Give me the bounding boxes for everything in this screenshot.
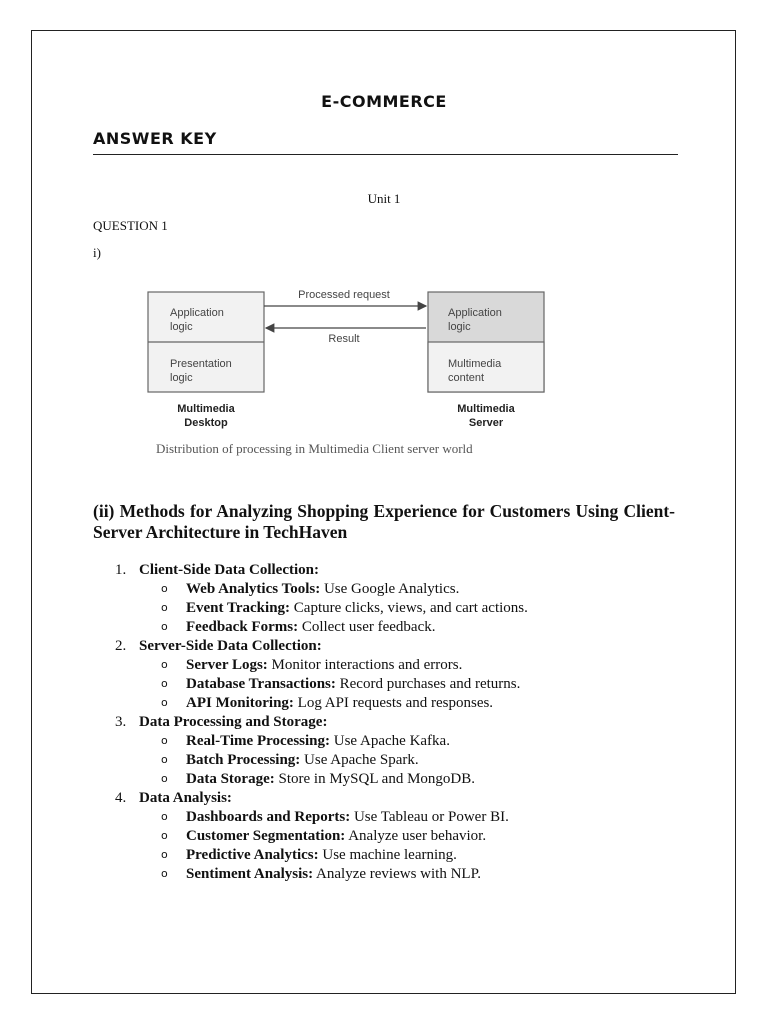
subitem-text: Record purchases and returns. [335, 676, 521, 692]
heading-divider [93, 154, 678, 155]
circle-bullet-icon: o [161, 772, 168, 785]
method-subitem [93, 865, 693, 884]
subitem-label: Batch Processing: [186, 752, 301, 768]
result-label: Result [328, 333, 360, 345]
subitem-text: Analyze user behavior. [345, 828, 487, 844]
circle-bullet-icon: o [161, 658, 168, 671]
subitem-text: Log API requests and responses. [293, 695, 494, 711]
circle-bullet-icon: o [161, 867, 168, 880]
processed-request-label: Processed request [298, 289, 390, 301]
method-label: Client-Side Data Collection: [139, 562, 319, 578]
subitem-label: Real-Time Processing: [186, 733, 331, 749]
multimedia-content-line2: content [448, 372, 485, 384]
subitem-label: Server Logs: [186, 657, 268, 673]
subitem-text: Analyze reviews with NLP. [313, 866, 481, 882]
method-item [93, 789, 693, 808]
subitem-label: Customer Segmentation: [186, 828, 346, 844]
subitem-text: Capture clicks, views, and cart actions. [290, 600, 528, 616]
subitem-text: Use Tableau or Power BI. [350, 809, 509, 825]
multimedia-content-line1: Multimedia [448, 358, 502, 370]
subitem-label: Sentiment Analysis: [186, 866, 314, 882]
method-subitem [93, 770, 693, 789]
circle-bullet-icon: o [161, 696, 168, 709]
subitem-text: Use Apache Kafka. [330, 733, 450, 749]
circle-bullet-icon: o [161, 753, 168, 766]
method-item [93, 637, 693, 656]
circle-bullet-icon: o [161, 829, 168, 842]
section-heading: (ii) Methods for Analyzing Shopping Experience for Customers Using Client-Server Architecture in TechHaven [93, 501, 675, 542]
circle-bullet-icon: o [161, 582, 168, 595]
figure-caption: Distribution of processing in Multimedia Client server world [156, 441, 473, 456]
server-caption-line1: Multimedia [457, 403, 515, 415]
method-number: 2. [115, 638, 127, 654]
subitem-label: Event Tracking: [186, 600, 291, 616]
subitem-label: Feedback Forms: [186, 619, 299, 635]
part-i-label: i) [93, 245, 101, 260]
subitem-label: Database Transactions: [186, 676, 336, 692]
method-subitem [93, 618, 693, 637]
method-subitem [93, 656, 693, 675]
subitem-label: Web Analytics Tools: [186, 581, 321, 597]
method-subitem [93, 751, 693, 770]
circle-bullet-icon: o [161, 677, 168, 690]
circle-bullet-icon: o [161, 810, 168, 823]
unit-label: Unit 1 [367, 191, 401, 206]
document-title: E-COMMERCE [321, 92, 447, 111]
method-subitem [93, 732, 693, 751]
subitem-label: Predictive Analytics: [186, 847, 319, 863]
server-app-logic-line1: Application [448, 307, 502, 319]
presentation-logic-line2: logic [170, 372, 193, 384]
subitem-text: Use Google Analytics. [320, 581, 460, 597]
method-subitem [93, 580, 693, 599]
method-label: Data Analysis: [139, 790, 232, 806]
subitem-label: Dashboards and Reports: [186, 809, 351, 825]
method-number: 3. [115, 714, 127, 730]
subitem-text: Collect user feedback. [298, 619, 436, 635]
answer-key-heading: ANSWER KEY [93, 129, 217, 148]
subitem-text: Monitor interactions and errors. [267, 657, 463, 673]
desktop-caption-line2: Desktop [184, 417, 228, 429]
circle-bullet-icon: o [161, 601, 168, 614]
subitem-label: API Monitoring: [186, 695, 294, 711]
method-subitem [93, 808, 693, 827]
subitem-label: Data Storage: [186, 771, 275, 787]
method-number: 4. [115, 790, 127, 806]
method-subitem [93, 827, 693, 846]
method-subitem [93, 694, 693, 713]
method-number: 1. [115, 562, 127, 578]
method-subitem [93, 675, 693, 694]
method-subitem [93, 846, 693, 865]
circle-bullet-icon: o [161, 620, 168, 633]
subitem-text: Store in MySQL and MongoDB. [274, 771, 476, 787]
desktop-app-logic-line1: Application [170, 307, 224, 319]
method-subitem [93, 599, 693, 618]
desktop-caption-line1: Multimedia [177, 403, 235, 415]
subitem-text: Use Apache Spark. [300, 752, 419, 768]
subitem-text: Use machine learning. [318, 847, 457, 863]
circle-bullet-icon: o [161, 734, 168, 747]
method-label: Server-Side Data Collection: [139, 638, 322, 654]
client-server-diagram [140, 280, 560, 460]
methods-list [93, 561, 693, 884]
server-caption-line2: Server [468, 417, 504, 429]
circle-bullet-icon: o [161, 848, 168, 861]
method-item [93, 561, 693, 580]
server-app-logic-line2: logic [448, 321, 471, 333]
method-label: Data Processing and Storage: [139, 714, 328, 730]
method-item [93, 713, 693, 732]
desktop-app-logic-line2: logic [170, 321, 193, 333]
question-label: QUESTION 1 [93, 218, 168, 233]
presentation-logic-line1: Presentation [170, 358, 232, 370]
